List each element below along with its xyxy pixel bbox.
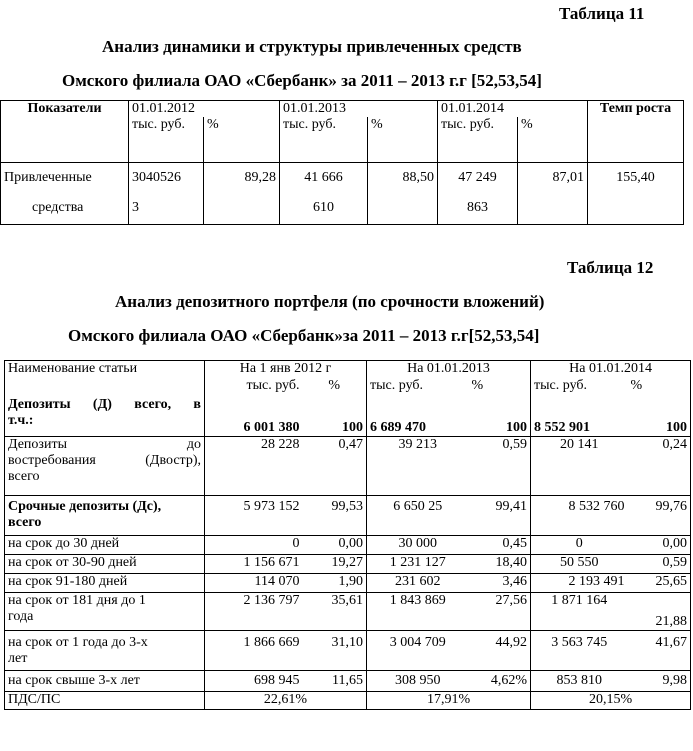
t12-row2-name: на срок 91-180 дней	[5, 574, 205, 593]
table12	[4, 360, 691, 710]
t12-r3y-name: на срок свыше 3-х лет	[5, 671, 205, 692]
t12-demand-v3: 20 141	[531, 437, 628, 496]
t12-row0-p2: 0,45	[469, 536, 531, 555]
t12-r3y-p1: 11,65	[303, 671, 367, 692]
t12-row2-p3: 25,65	[628, 574, 691, 593]
t12-total-v1: 6 001 380	[205, 397, 303, 437]
table11-title-line2: Омского филиала ОАО «Сбербанк» за 2011 – 2013 г.г [52,53,54]	[62, 71, 542, 90]
t12-term-v3: 8 532 760	[531, 496, 628, 536]
t12-term-name-line2: всего	[8, 515, 42, 530]
t12-header-pct-3: %	[628, 378, 691, 397]
t12-r1y-name-line1: на срок от 1 года до 3-х	[8, 635, 148, 650]
table12-title-line1: Анализ депозитного портфеля (по срочности вложений)	[115, 292, 545, 311]
t12-row2-p2: 3,46	[469, 574, 531, 593]
t12-demand-p2: 0,59	[469, 437, 531, 496]
t12-total-name	[5, 397, 205, 437]
t12-row0-name: на срок до 30 дней	[5, 536, 205, 555]
t12-row0-v3: 0	[531, 536, 628, 555]
t12-r181-name-line1: на срок от 181 дня до 1	[8, 593, 146, 608]
t12-r181-name	[5, 593, 205, 631]
t12-header-thousand-1: тыс. руб.	[205, 378, 303, 397]
t12-demand-name	[5, 437, 205, 496]
t12-header-name: Наименование статьи	[5, 361, 205, 378]
t12-r181-p3: 21,88	[628, 593, 691, 631]
t11-header-thousand-1: тыс. руб.	[129, 117, 204, 162]
t11-row-value3	[438, 162, 518, 224]
t12-term-p3: 99,76	[628, 496, 691, 536]
t12-header-date1: На 1 янв 2012 г	[205, 361, 367, 378]
t12-row1-name: на срок от 30-90 дней	[5, 555, 205, 574]
t12-r181-p1: 35,61	[303, 593, 367, 631]
t12-row1-p2: 18,40	[469, 555, 531, 574]
t11-header-pct-3: %	[518, 117, 588, 162]
t12-total-v2: 6 689 470	[367, 397, 469, 437]
t12-r1y-name-line2: лет	[8, 651, 28, 666]
t12-demand-p3: 0,24	[628, 437, 691, 496]
t12-row1-v1: 1 156 671	[205, 555, 303, 574]
table11-title-line1: Анализ динамики и структуры привлеченных средств	[102, 37, 522, 56]
table-row	[5, 397, 691, 437]
t12-header-thousand-3: тыс. руб.	[531, 378, 628, 397]
t11-row-value2	[280, 162, 368, 224]
t12-header-blank	[5, 378, 205, 397]
t11-row-name-line1: Привлеченные	[4, 169, 92, 185]
t12-row1-v2: 1 231 127	[367, 555, 469, 574]
t12-header-pct-2: %	[469, 378, 531, 397]
t12-pds-v1: 22,61%	[205, 692, 367, 710]
t12-total-p1: 100	[303, 397, 367, 437]
table-row	[5, 437, 691, 496]
t12-r1y-v3: 3 563 745	[531, 631, 628, 671]
t12-total-p3: 100	[628, 397, 691, 437]
t12-r181-name-line2: года	[8, 609, 34, 624]
t11-value2-line1: 41 666	[304, 169, 343, 185]
t12-term-p1: 99,53	[303, 496, 367, 536]
t11-header-indicator: Показатели	[1, 101, 129, 163]
t12-row0-v2: 30 000	[367, 536, 469, 555]
t12-row2-v3: 2 193 491	[531, 574, 628, 593]
table-row	[1, 162, 684, 224]
t11-row-pct2: 88,50	[368, 162, 438, 224]
table-row	[5, 574, 691, 593]
t12-r3y-p2: 4,62%	[469, 671, 531, 692]
t12-r3y-p3: 9,98	[628, 671, 691, 692]
table12-title-line2: Омского филиала ОАО «Сбербанк»за 2011 – 2013 г.г[52,53,54]	[68, 326, 540, 345]
t12-header-date2: На 01.01.2013	[367, 361, 531, 378]
t12-r1y-v1: 1 866 669	[205, 631, 303, 671]
table12-label: Таблица 12	[567, 258, 654, 277]
t11-row-pct3: 87,01	[518, 162, 588, 224]
t11-row-name-line2: средства	[32, 199, 84, 215]
t12-header-date3: На 01.01.2014	[531, 361, 691, 378]
table-row	[5, 631, 691, 671]
t12-r3y-v2: 308 950	[367, 671, 469, 692]
t11-header-date1: 01.01.2012	[129, 101, 280, 118]
t12-r1y-name	[5, 631, 205, 671]
t12-row0-p3: 0,00	[628, 536, 691, 555]
t11-value1-line2: 3	[132, 199, 139, 215]
t12-term-name	[5, 496, 205, 536]
table-row	[5, 555, 691, 574]
t12-row1-v3: 50 550	[531, 555, 628, 574]
t12-r1y-v2: 3 004 709	[367, 631, 469, 671]
t12-r1y-p1: 31,10	[303, 631, 367, 671]
t12-row0-v1: 0	[205, 536, 303, 555]
t12-demand-p1: 0,47	[303, 437, 367, 496]
t12-demand-v2: 39 213	[367, 437, 469, 496]
t12-total-v3: 8 552 901	[531, 397, 628, 437]
table-row	[5, 496, 691, 536]
t12-pds-v2: 17,91%	[367, 692, 531, 710]
t12-row2-v1: 114 070	[205, 574, 303, 593]
t12-term-p2: 99,41	[469, 496, 531, 536]
t12-total-p2: 100	[469, 397, 531, 437]
t12-r181-v3: 1 871 164	[531, 593, 628, 631]
t12-demand-v1: 28 228	[205, 437, 303, 496]
table11	[0, 100, 684, 225]
t12-pds-v3: 20,15%	[531, 692, 691, 710]
t12-r1y-p3: 41,67	[628, 631, 691, 671]
t12-term-name-line1: Срочные депозиты (Дс),	[8, 499, 162, 514]
t12-row1-p3: 0,59	[628, 555, 691, 574]
t12-r181-p2: 27,56	[469, 593, 531, 631]
t11-header-date2: 01.01.2013	[280, 101, 438, 118]
t11-row-growth: 155,40	[588, 162, 684, 224]
t12-pds-name: ПДС/ПС	[5, 692, 205, 710]
t12-total-name-line1: Депозиты (Д) всего, в	[8, 396, 201, 412]
table-row	[5, 536, 691, 555]
t11-header-pct-1: %	[204, 117, 280, 162]
table-row	[5, 671, 691, 692]
t12-demand-name-line3: всего	[8, 469, 40, 484]
t11-value2-line2: 610	[313, 199, 334, 215]
t12-header-thousand-2: тыс. руб.	[367, 378, 469, 397]
t12-header-pct-1: %	[303, 378, 367, 397]
t11-header-thousand-3: тыс. руб.	[438, 117, 518, 162]
t12-r181-v1: 2 136 797	[205, 593, 303, 631]
t12-row2-p1: 1,90	[303, 574, 367, 593]
t11-header-thousand-2: тыс. руб.	[280, 117, 368, 162]
t12-r3y-v3: 853 810	[531, 671, 628, 692]
t11-value3-line2: 863	[467, 199, 488, 215]
table-row	[5, 593, 691, 631]
t11-value1-line1: 3040526	[132, 169, 181, 185]
t12-row2-v2: 231 602	[367, 574, 469, 593]
t11-value3-line1: 47 249	[458, 169, 497, 185]
t12-term-v2: 6 650 25	[367, 496, 469, 536]
t12-r1y-p2: 44,92	[469, 631, 531, 671]
t12-total-name-line2: т.ч.:	[8, 412, 34, 428]
t11-header-growth: Темп роста	[588, 101, 684, 163]
t11-row-name	[1, 162, 129, 224]
t11-row-value1	[129, 162, 204, 224]
t11-row-pct1: 89,28	[204, 162, 280, 224]
t12-demand-name-line2: востребования (Двостр),	[8, 453, 201, 468]
t12-demand-name-line1: Депозиты до	[8, 437, 201, 452]
t12-r181-v2: 1 843 869	[367, 593, 469, 631]
t12-row0-p1: 0,00	[303, 536, 367, 555]
t11-header-date3: 01.01.2014	[438, 101, 588, 118]
t12-row1-p1: 19,27	[303, 555, 367, 574]
table-row	[5, 692, 691, 710]
t12-r3y-v1: 698 945	[205, 671, 303, 692]
t12-term-v1: 5 973 152	[205, 496, 303, 536]
table11-label: Таблица 11	[559, 4, 645, 23]
t11-header-pct-2: %	[368, 117, 438, 162]
